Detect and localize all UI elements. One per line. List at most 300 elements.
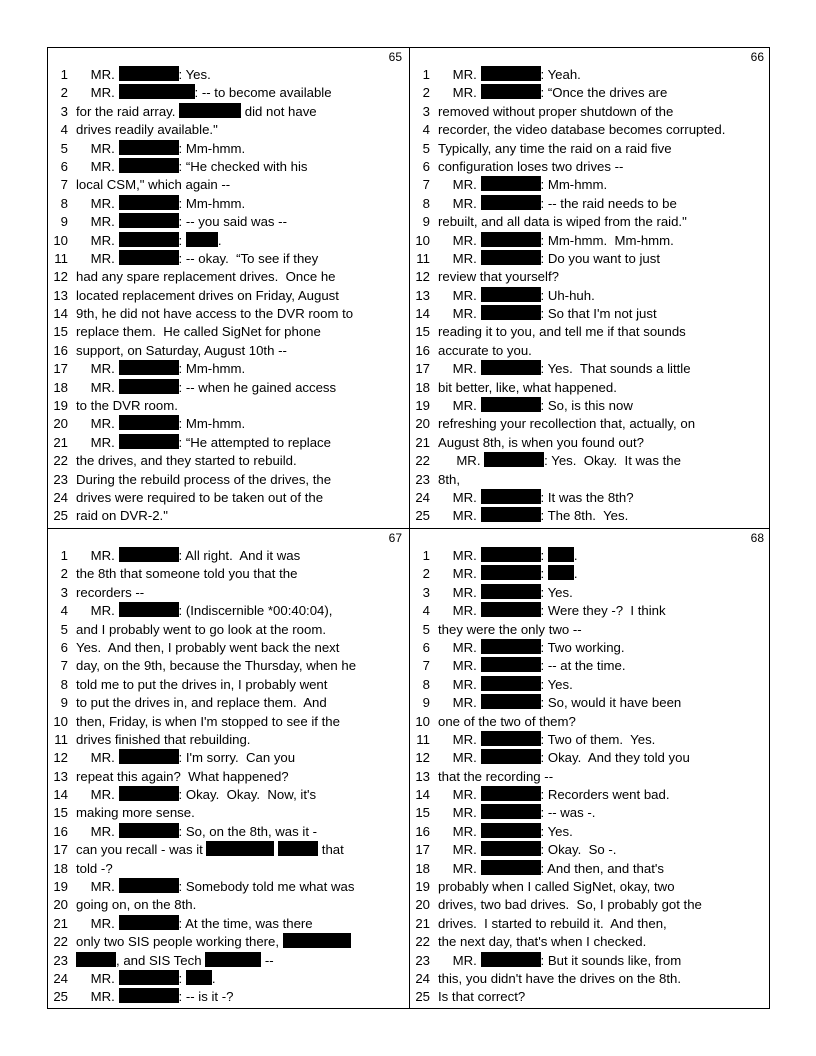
redaction-block (481, 952, 541, 967)
text-segment: 8th, (438, 471, 460, 487)
text-segment: MR. (438, 658, 481, 674)
line-number: 10 (53, 713, 68, 729)
text-segment: drives. I started to rebuild it. And then, (438, 915, 667, 931)
line-number: 17 (415, 842, 430, 858)
transcript-line (410, 657, 770, 675)
line-text (438, 731, 655, 749)
line-number: 5 (422, 140, 430, 156)
line-number: 2 (60, 566, 68, 582)
transcript-line (48, 547, 408, 565)
line-number: 23 (53, 471, 68, 487)
line-number: 18 (53, 860, 68, 876)
transcript-line (48, 158, 408, 176)
line-number: 21 (415, 915, 430, 931)
transcript-line (48, 121, 408, 139)
transcript-line (48, 360, 408, 378)
transcript-line (48, 841, 408, 859)
transcript-line (410, 287, 770, 305)
text-segment: : “Once the drives are (540, 85, 668, 101)
line-text (76, 121, 218, 139)
page-66 (410, 48, 770, 528)
line-text (76, 415, 245, 433)
line-number: 7 (422, 177, 430, 193)
transcript-line (48, 694, 408, 712)
transcript-line (48, 195, 408, 213)
line-text (438, 547, 578, 565)
transcript-line (48, 565, 408, 583)
line-text (438, 713, 576, 731)
text-segment: refreshing your recollection that, actually, on (438, 416, 696, 432)
text-segment: MR. (438, 508, 481, 524)
line-number: 7 (60, 177, 68, 193)
line-number: 11 (54, 250, 68, 266)
text-segment: replace them. He called SigNet for phone (76, 324, 321, 340)
redaction-block (481, 397, 541, 412)
redaction-block (484, 452, 544, 467)
redaction-block (481, 305, 541, 320)
redaction-block (481, 84, 541, 99)
line-number: 13 (415, 287, 430, 303)
line-text (76, 657, 356, 675)
line-text (76, 287, 339, 305)
transcript-line (410, 915, 770, 933)
transcript-line (48, 878, 408, 896)
redaction-block (481, 749, 541, 764)
redaction-block (119, 823, 179, 838)
line-number: 17 (53, 842, 68, 858)
line-text (438, 176, 607, 194)
text-segment: : Uh-huh. (540, 287, 595, 303)
line-number: 19 (53, 398, 68, 414)
line-number: 2 (422, 85, 430, 101)
text-segment: : Yes. That sounds a little (540, 361, 691, 377)
line-text (438, 657, 626, 675)
transcript-line (410, 452, 770, 470)
transcript-lines (410, 547, 770, 1007)
text-segment: the drives, and they started to rebuild. (76, 453, 297, 469)
line-text (438, 489, 634, 507)
redaction-block (481, 565, 541, 580)
redaction-block (278, 841, 318, 856)
line-number: 23 (415, 471, 430, 487)
line-number: 20 (415, 897, 430, 913)
transcript-line (410, 786, 770, 804)
redaction-block (481, 287, 541, 302)
transcript-line (410, 323, 770, 341)
text-segment: MR. (438, 85, 481, 101)
line-text (438, 379, 617, 397)
line-number: 3 (422, 584, 430, 600)
text-segment: : So that I'm not just (540, 306, 657, 322)
text-segment: day, on the 9th, because the Thursday, when he (76, 658, 357, 674)
text-segment: : So, would it have been (540, 695, 682, 711)
line-number: 10 (415, 713, 430, 729)
line-text (76, 213, 287, 231)
redaction-block (119, 379, 179, 394)
line-number: 11 (416, 250, 430, 266)
redaction-block (119, 547, 179, 562)
transcript-line (410, 103, 770, 121)
text-segment: . (211, 970, 216, 986)
text-segment: the next day, that's when I checked. (438, 934, 647, 950)
line-number: 6 (60, 639, 68, 655)
transcript-line (410, 158, 770, 176)
line-text (76, 896, 196, 914)
line-text (76, 786, 316, 804)
text-segment: : “He checked with his (178, 158, 308, 174)
transcript-line (48, 268, 408, 286)
line-number: 8 (60, 195, 68, 211)
transcript-line (410, 360, 770, 378)
line-number: 22 (415, 453, 430, 469)
transcript-line (410, 970, 770, 988)
text-segment: MR. (438, 195, 481, 211)
line-number: 16 (53, 823, 68, 839)
line-text (438, 621, 582, 639)
text-segment: : Mm-hmm. (178, 195, 246, 211)
line-number: 24 (415, 970, 430, 986)
transcript-line (48, 823, 408, 841)
line-text (76, 84, 332, 102)
transcript-line (48, 66, 408, 84)
line-text (438, 602, 666, 620)
transcript-line (48, 84, 408, 102)
text-segment: for the raid array. (76, 103, 180, 119)
text-segment: MR. (438, 952, 481, 968)
line-text (76, 323, 321, 341)
redaction-block (481, 547, 541, 562)
line-number: 24 (53, 970, 68, 986)
text-segment: . (573, 566, 578, 582)
line-number: 13 (415, 768, 430, 784)
line-number: 12 (415, 269, 430, 285)
line-number: 9 (60, 214, 68, 230)
text-segment: MR. (438, 306, 481, 322)
text-segment: MR. (438, 287, 481, 303)
text-segment: this, you didn't have the drives on the 8th. (438, 970, 681, 986)
transcript-line (410, 749, 770, 767)
line-text (76, 565, 297, 583)
line-text (438, 915, 667, 933)
line-number: 17 (415, 361, 430, 377)
redaction-block (548, 565, 574, 580)
transcript-line (48, 323, 408, 341)
line-number: 22 (415, 934, 430, 950)
redaction-block (119, 360, 179, 375)
redaction-block (119, 602, 179, 617)
text-segment: : -- the raid needs to be (540, 195, 677, 211)
redaction-block (179, 103, 241, 118)
line-text (438, 933, 646, 951)
text-segment: MR. (438, 548, 481, 563)
line-number: 15 (53, 324, 68, 340)
transcript-line (48, 731, 408, 749)
transcript-line (410, 195, 770, 213)
line-text (438, 84, 667, 102)
transcript-line (48, 507, 408, 525)
redaction-block (205, 952, 261, 967)
line-number: 22 (53, 453, 68, 469)
transcript-line (410, 434, 770, 452)
line-text (438, 970, 681, 988)
text-segment: MR. (76, 603, 119, 619)
redaction-block (481, 731, 541, 746)
text-segment: : -- you said was -- (178, 214, 287, 230)
transcript-line (48, 471, 408, 489)
text-segment: repeat this again? What happened? (76, 768, 289, 784)
redaction-block (119, 786, 179, 801)
transcript-line (410, 176, 770, 194)
transcript-line (48, 933, 408, 951)
text-segment: MR. (76, 970, 119, 986)
text-segment: : So, is this now (540, 398, 633, 414)
redaction-block (119, 250, 179, 265)
line-text (76, 988, 233, 1006)
text-segment: MR. (76, 85, 119, 101)
redaction-block (481, 584, 541, 599)
text-segment: 9th, he did not have access to the DVR room to (76, 306, 354, 322)
text-segment: told -? (76, 860, 113, 876)
text-segment: : Yeah. (540, 67, 581, 82)
redaction-block (186, 970, 212, 985)
line-number: 23 (53, 952, 68, 968)
transcript-line (410, 121, 770, 139)
line-text (76, 694, 327, 712)
text-segment: configuration loses two drives -- (438, 158, 624, 174)
line-text (76, 621, 326, 639)
text-segment: MR. (438, 787, 481, 803)
line-text (438, 471, 460, 489)
text-segment: bit better, like, what happened. (438, 379, 617, 395)
line-text (76, 584, 144, 602)
redaction-block (481, 657, 541, 672)
text-segment: MR. (76, 214, 119, 230)
text-segment: MR. (76, 195, 119, 211)
transcript-lines (410, 66, 770, 526)
transcript-line (410, 232, 770, 250)
line-text (438, 584, 573, 602)
text-segment: : -- to become available (194, 85, 332, 101)
text-segment: then, Friday, is when I'm stopped to see if the (76, 713, 340, 729)
text-segment: Yes. And then, I probably went back the next (76, 639, 340, 655)
transcript-line (48, 250, 408, 268)
line-text (438, 415, 695, 433)
line-number: 5 (60, 140, 68, 156)
text-segment: : Mm-hmm. (178, 416, 246, 432)
line-text (438, 158, 623, 176)
line-text (76, 915, 313, 933)
transcript-line (410, 66, 770, 84)
transcript-line (410, 471, 770, 489)
transcript-line (410, 878, 770, 896)
text-segment: told me to put the drives in, I probably went (76, 676, 328, 692)
text-segment: MR. (438, 177, 481, 193)
line-number: 21 (53, 434, 68, 450)
line-number: 6 (422, 639, 430, 655)
text-segment: local CSM," which again -- (76, 177, 231, 193)
redaction-block (119, 988, 179, 1003)
line-text (438, 565, 578, 583)
redaction-block (481, 860, 541, 875)
text-segment: had any spare replacement drives. Once he (76, 269, 336, 285)
line-text (76, 158, 308, 176)
redaction-block (119, 140, 179, 155)
transcript-line (410, 507, 770, 525)
line-number: 14 (415, 306, 430, 322)
redaction-block (481, 250, 541, 265)
line-text (438, 121, 725, 139)
line-text (438, 323, 686, 341)
text-segment: probably when I called SigNet, okay, two (438, 879, 675, 895)
text-segment: : “He attempted to replace (178, 434, 331, 450)
transcript-lines (48, 547, 408, 1007)
transcript-lines (48, 66, 408, 526)
redaction-block (76, 952, 116, 967)
line-text (438, 268, 559, 286)
transcript-line (48, 713, 408, 731)
line-number: 5 (422, 621, 430, 637)
text-segment: they were the only two -- (438, 621, 582, 637)
line-number: 1 (60, 67, 68, 82)
text-segment: drives readily available." (76, 122, 218, 138)
line-number: 15 (415, 324, 430, 340)
line-text (76, 860, 113, 878)
text-segment: : -- was -. (540, 805, 596, 821)
line-text (438, 287, 595, 305)
redaction-block (481, 786, 541, 801)
line-text (76, 232, 222, 250)
text-segment: : I'm sorry. Can you (178, 750, 296, 766)
redaction-block (119, 232, 179, 247)
redaction-block (119, 749, 179, 764)
text-segment: going on, on the 8th. (76, 897, 197, 913)
line-number: 25 (53, 989, 68, 1005)
redaction-block (481, 841, 541, 856)
transcript-line (48, 621, 408, 639)
line-number: 15 (415, 805, 430, 821)
line-number: 1 (60, 548, 68, 563)
transcript-line (48, 639, 408, 657)
transcript-line (48, 176, 408, 194)
line-text (438, 103, 673, 121)
text-segment: MR. (438, 232, 481, 248)
text-segment: drives, two bad drives. So, I probably got the (438, 897, 702, 913)
line-number: 9 (60, 695, 68, 711)
line-text (76, 471, 331, 489)
transcript-line (48, 305, 408, 323)
text-segment: : Two of them. Yes. (540, 731, 656, 747)
redaction-block (206, 841, 274, 856)
line-text (438, 232, 674, 250)
text-segment: MR. (76, 158, 119, 174)
text-segment: MR. (438, 842, 481, 858)
transcript-line (410, 823, 770, 841)
text-segment: MR. (438, 453, 485, 469)
line-number: 14 (53, 787, 68, 803)
text-segment: : The 8th. Yes. (540, 508, 629, 524)
text-segment: located replacement drives on Friday, August (76, 287, 339, 303)
text-segment: : Yes. (178, 67, 211, 82)
text-segment: MR. (76, 750, 119, 766)
transcript-line (410, 952, 770, 970)
line-text (438, 694, 681, 712)
line-text (76, 639, 339, 657)
transcript-line (410, 84, 770, 102)
text-segment: During the rebuild process of the drives, the (76, 471, 332, 487)
redaction-block (548, 547, 574, 562)
text-segment: and I probably went to go look at the room. (76, 621, 326, 637)
text-segment: accurate to you. (438, 342, 532, 358)
line-text (438, 804, 595, 822)
redaction-block (481, 195, 541, 210)
text-segment: MR. (76, 379, 119, 395)
line-number: 2 (60, 85, 68, 101)
line-number: 18 (53, 379, 68, 395)
redaction-block (119, 878, 179, 893)
line-number: 3 (60, 103, 68, 119)
line-number: 13 (53, 287, 68, 303)
line-text (76, 952, 274, 970)
redaction-block (481, 232, 541, 247)
text-segment: . (217, 232, 222, 248)
transcript-line (410, 268, 770, 286)
redaction-block (481, 823, 541, 838)
redaction-block (481, 489, 541, 504)
transcript-line (48, 860, 408, 878)
redaction-block (119, 415, 179, 430)
transcript-line (48, 768, 408, 786)
line-text (76, 933, 351, 951)
transcript-line (48, 952, 408, 970)
line-text (76, 342, 287, 360)
text-segment: MR. (76, 879, 119, 895)
redaction-block (119, 915, 179, 930)
line-number: 8 (422, 676, 430, 692)
line-text (438, 195, 677, 213)
line-text (76, 140, 245, 158)
transcript-line (410, 988, 770, 1006)
line-text (76, 713, 340, 731)
transcript-line (410, 694, 770, 712)
line-number: 21 (415, 434, 430, 450)
line-text (76, 397, 178, 415)
line-number: 7 (422, 658, 430, 674)
text-segment: : Somebody told me what was (178, 879, 355, 895)
text-segment: : Mm-hmm. (178, 140, 246, 156)
text-segment: recorders -- (76, 584, 145, 600)
transcript-line (48, 786, 408, 804)
page-number: 68 (750, 531, 764, 545)
line-text (438, 786, 670, 804)
text-segment: Is that correct? (438, 989, 526, 1005)
text-segment: MR. (438, 731, 481, 747)
text-segment: that (318, 842, 344, 858)
page-65 (48, 48, 408, 528)
line-text (438, 639, 625, 657)
transcript-line (410, 933, 770, 951)
line-text (76, 676, 327, 694)
line-number: 21 (53, 915, 68, 931)
line-number: 19 (415, 398, 430, 414)
text-segment: : Okay. So -. (540, 842, 617, 858)
redaction-block (119, 213, 179, 228)
line-text (76, 250, 318, 268)
text-segment: : At the time, was there (178, 915, 313, 931)
line-number: 4 (422, 603, 430, 619)
line-number: 24 (415, 489, 430, 505)
transcript-line (410, 731, 770, 749)
line-text (76, 176, 230, 194)
